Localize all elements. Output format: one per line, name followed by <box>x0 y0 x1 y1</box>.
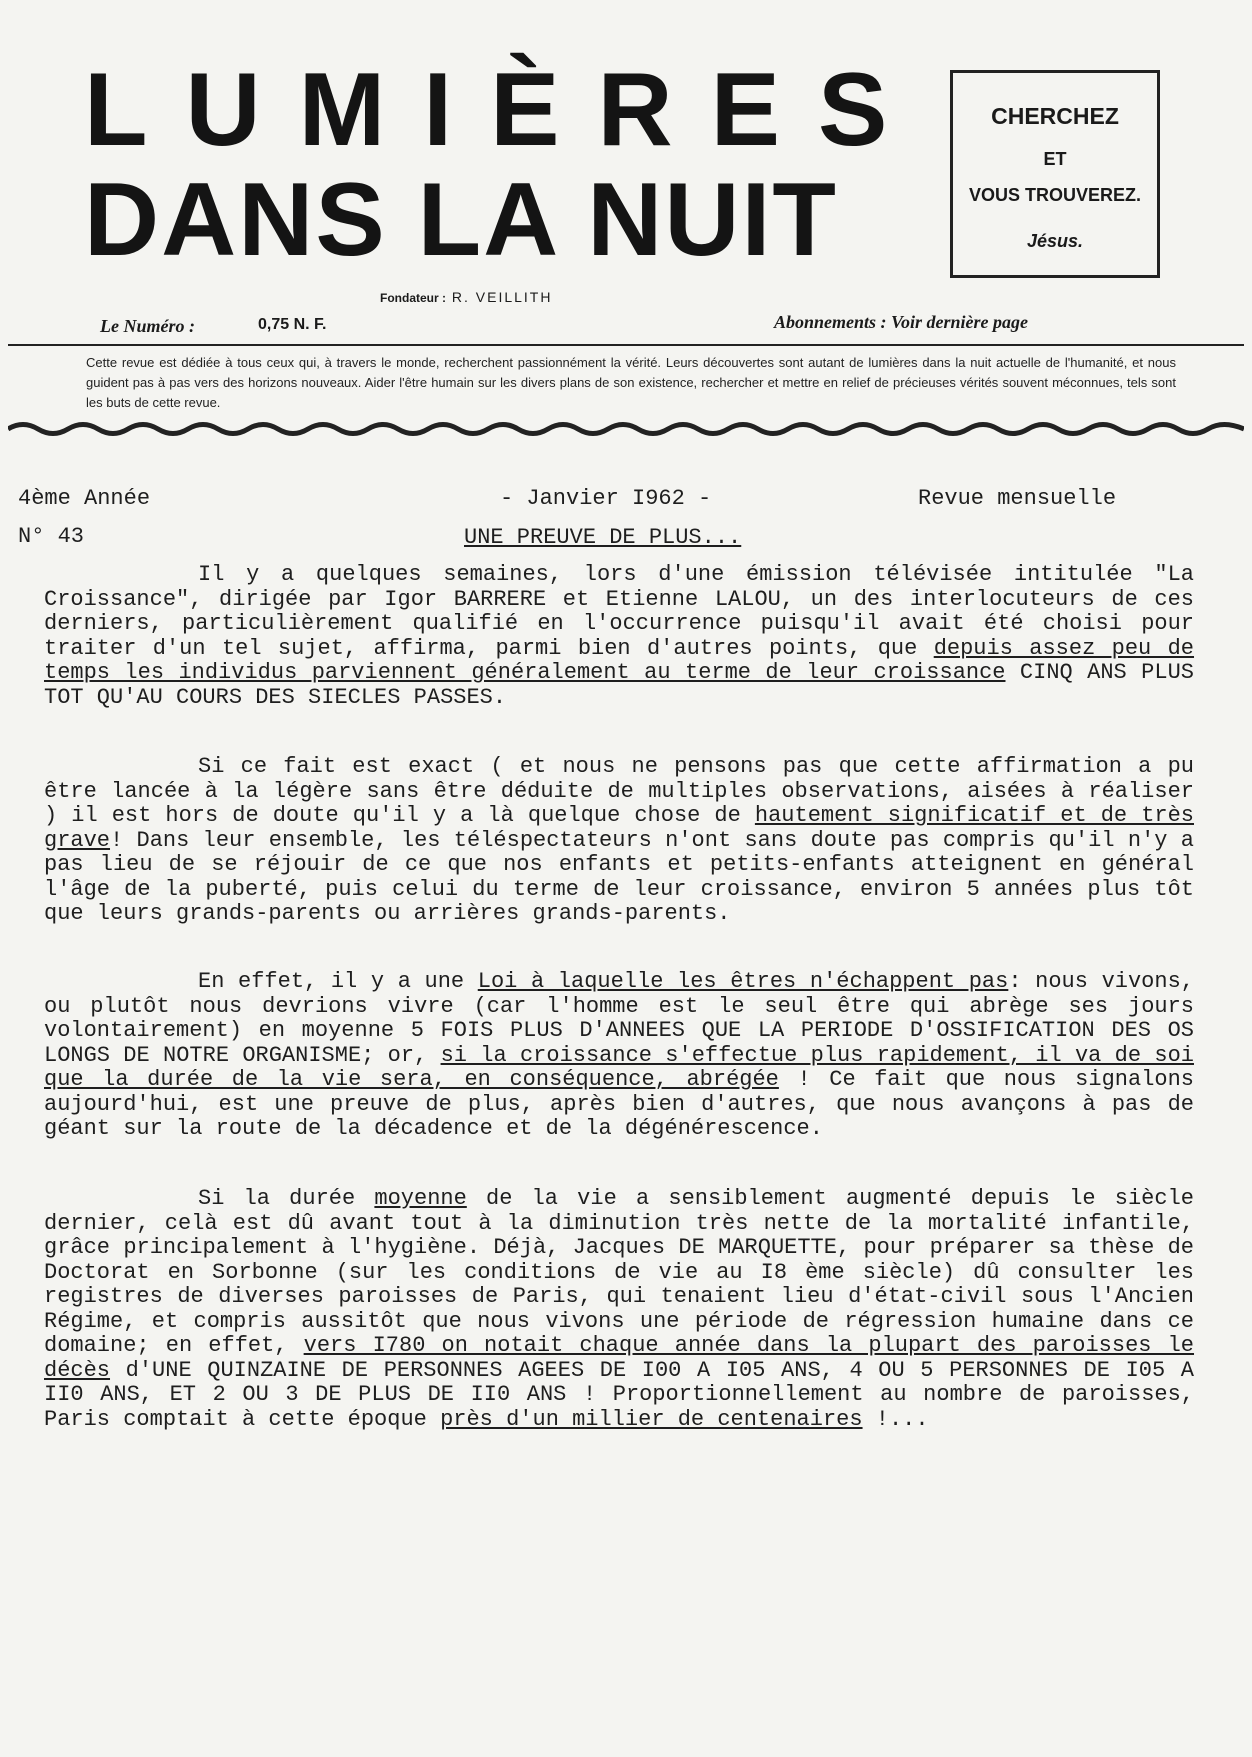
p1-text-a: Il y a quelques semaines, lors d'une émission télévisée intitulée "La Croissance", dirigée par Igor BARRERE et Etienne LALOU, un des interlocuteurs de ces derniers, particulièrement qualifié en l'occurrence puisqu'il avait été choisi pour traiter d'un tel sujet, affirma, parmi bien d'autres points, que <box>44 562 1194 661</box>
dedication-text: Cette revue est dédiée à tous ceux qui, à travers le monde, recherchent passionnément la vérité. Leurs découvertes sont autant de lumières dans la nuit actuelle de l'humanité, et nous guident pas à pas vers des horizons nouveaux. Aider l'être humain sur les divers plans de son existence, rechercher et mettre en relief de précieuses vérités souvent méconnues, tels sont les buts de cette revue. <box>86 355 1176 410</box>
quote-author: Jésus. <box>1026 231 1084 251</box>
p4-text-c: d'UNE QUINZAINE DE PERSONNES AGEES DE I00 A I05 ANS, 4 OU 5 PERSONNES DE I05 A II0 ANS, ET 2 OU 3 DE PLUS DE II0 ANS ! Proportionnellement au nombre de paroisses, Paris comptait à cette époque <box>44 1357 1194 1432</box>
article-title-text: UNE PREUVE DE PLUS... <box>464 525 742 550</box>
subscriptions-note: Abonnements : Voir dernière page <box>774 312 1029 332</box>
price-value: 0,75 N. F. <box>258 316 327 333</box>
quote-line3: VOUS TROUVEREZ. <box>968 185 1142 205</box>
masthead-divider <box>8 344 1244 346</box>
p4-text-a: Si la durée <box>198 1186 375 1211</box>
p1-text-b: CINQ ANS PLUS TOT QU'AU COURS DES SIECLES PASSES. <box>44 660 1194 710</box>
paragraph-2 <box>44 755 1194 927</box>
founder <box>380 289 552 305</box>
paragraph-1 <box>44 563 1194 710</box>
paragraph-4 <box>44 1187 1194 1432</box>
p3-text-a: En effet, il y a une <box>198 969 478 994</box>
quote-box <box>950 70 1160 278</box>
p2-underlined: hautement significatif et de très grave <box>44 803 1194 853</box>
issue-number: N° 43 <box>18 524 85 549</box>
wavy-divider <box>8 418 1244 440</box>
p3-underlined-1: Loi à laquelle les êtres n'échappent pas <box>477 969 1009 994</box>
p1-underlined: depuis assez peu de temps les individus parviennent généralement au terme de leur croissance <box>44 635 1195 685</box>
quote-line1: CHERCHEZ <box>991 103 1119 129</box>
p4-underlined-2: vers I780 on notait chaque année dans la plupart des paroisses le décès <box>44 1333 1195 1383</box>
masthead-title-line2: DANS LA NUIT <box>84 162 838 278</box>
article-title <box>464 525 741 550</box>
founder-label: Fondateur : <box>380 291 446 305</box>
p4-underlined-1: moyenne <box>374 1186 467 1211</box>
p4-underlined-3: près d'un millier de centenaires <box>440 1406 863 1432</box>
p4-text-d: !... <box>862 1406 929 1432</box>
issue-frequency: Revue mensuelle <box>918 486 1117 511</box>
issue-date: - Janvier I962 - <box>500 486 712 511</box>
p3-underlined-2: si la croissance s'effectue plus rapidement, il va de soi que la durée de la vie sera, en conséquence, abrégée <box>44 1042 1194 1092</box>
paragraph-3 <box>44 970 1194 1142</box>
masthead-title-line1: LUMIÈRES <box>84 52 926 168</box>
p2-text-b: ! Dans leur ensemble, les téléspectateurs n'ont sans doute pas compris qu'il n'y a pas lieu de se réjouir de ce que nos enfants et petits-enfants atteignent en général l'âge de la puberté, puis celui du terme de leur croissance, environ 5 années plus tôt que leurs grands-parents ou arrières grands-parents. <box>44 827 1194 926</box>
quote-line2: ET <box>1043 149 1067 169</box>
p3-text-b: : nous vivons, ou plutôt nous devrions vivre (car l'homme est le seul être qui abrège ses jours volontairement) en moyenne 5 FOIS PLUS D'ANNEES QUE LA PERIODE D'OSSIFICATION DES OS LONGS DE NOTRE ORGANISME; or, <box>44 969 1194 1068</box>
price-label: Le Numéro : <box>100 316 195 336</box>
p4-text-b: de la vie a sensiblement augmenté depuis le siècle dernier, celà est dû avant tout à la diminution très nette de la mortalité infantile, grâce principalement à l'hygiène. Déjà, Jacques DE MARQUETTE, pour préparer sa thèse de Doctorat en Sorbonne (sur les conditions de vie au I8 ème siècle) dû consulter les registres de diverses paroisses de Paris, qui tenaient lieu d'état-civil sous l'Ancien Régime, et compris aussitôt que nous vivons une période de régression humaine dans ce domaine; en effet, <box>44 1186 1194 1358</box>
issue-year: 4ème Année <box>18 486 151 511</box>
p3-text-c: ! Ce fait que nous signalons aujourd'hui, est une preuve de plus, après bien d'autres, que nous avançons à pas de géant sur la route de la décadence et de la dégénérescence. <box>44 1067 1194 1141</box>
founder-name: R. VEILLITH <box>451 289 553 305</box>
p2-text-a: Si ce fait est exact ( et nous ne pensons pas que cette affirmation a pu être lancée à la légère sans être déduite de multiples observations, aisées à réaliser ) il est hors de doute qu'il y a là quelque chose de <box>44 754 1194 828</box>
